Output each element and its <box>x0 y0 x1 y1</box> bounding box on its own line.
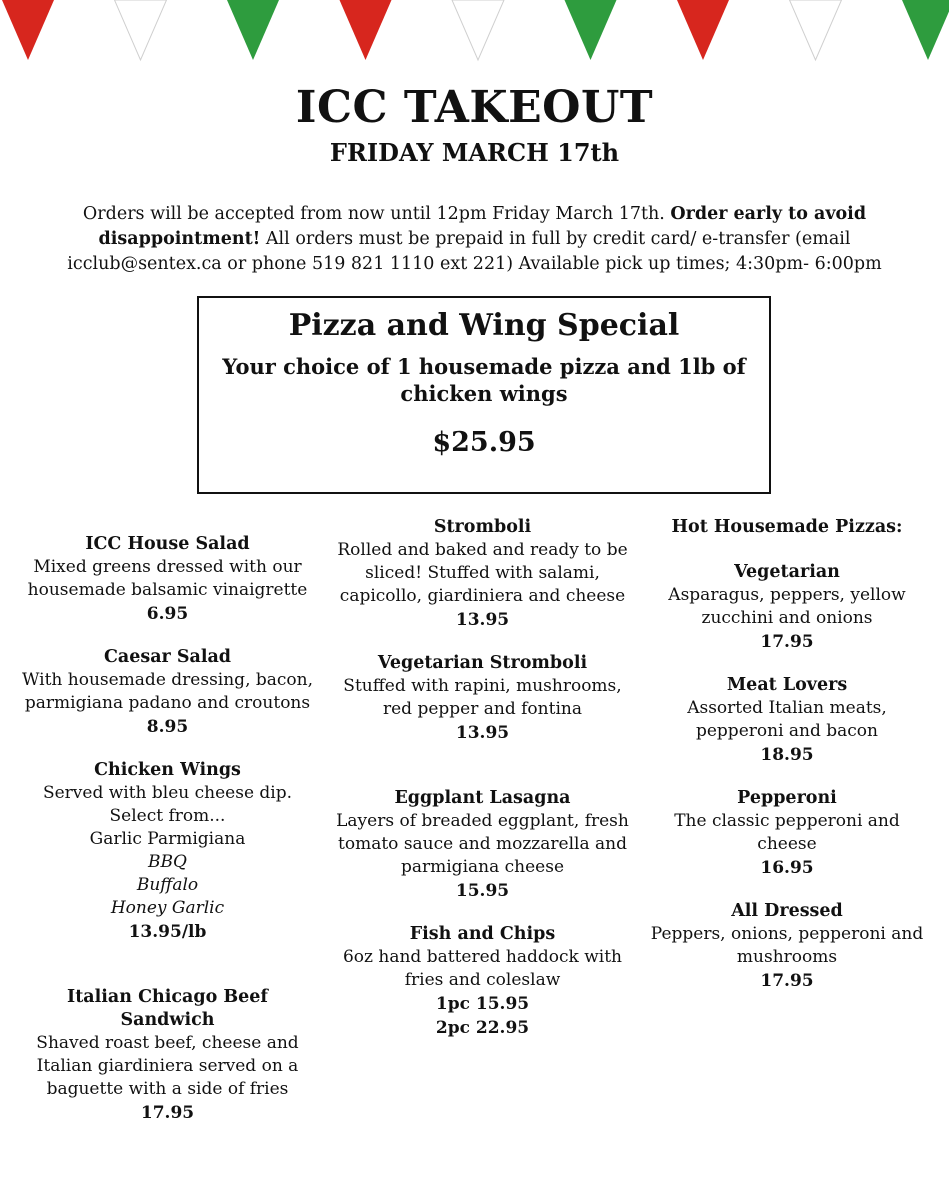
menu-item <box>330 787 635 903</box>
item-price-alt: 2pc 22.95 <box>435 1018 530 1038</box>
bunting-flag <box>565 0 617 60</box>
item-description: Rolled and baked and ready to be sliced! Stuffed with salami, capicollo, giardiniera and cheese <box>337 540 628 606</box>
menu-item <box>20 759 315 944</box>
item-description: The classic pepperoni and cheese <box>674 811 900 854</box>
item-price: 6.95 <box>146 604 189 624</box>
menu-item <box>642 674 932 767</box>
item-description: Mixed greens dressed with our housemade balsamic vinaigrette <box>27 557 308 600</box>
item-description: Layers of breaded eggplant, fresh tomato sauce and mozzarella and parmigiana cheese <box>336 811 629 877</box>
bunting-banner <box>0 0 949 70</box>
item-name: ICC House Salad <box>85 534 250 554</box>
menu-item <box>20 986 315 1125</box>
item-description: Assorted Italian meats, pepperoni and bacon <box>687 698 887 741</box>
item-description: Stuffed with rapini, mushrooms, red pepper and fontina <box>343 676 622 719</box>
item-description: Asparagus, peppers, yellow zucchini and onions <box>668 585 906 628</box>
menu-item <box>642 787 932 880</box>
item-name: Caesar Salad <box>103 647 232 667</box>
bunting-flag <box>340 0 392 60</box>
item-name: Eggplant Lasagna <box>394 788 571 808</box>
item-name: Meat Lovers <box>726 675 848 695</box>
special-price: $25.95 <box>432 427 536 458</box>
menu-item <box>330 516 635 632</box>
item-description: Shaved roast beef, cheese and Italian giardiniera served on a baguette with a side of fries <box>36 1033 299 1099</box>
pizza-section-heading: Hot Housemade Pizzas: <box>671 517 903 537</box>
item-name: Vegetarian Stromboli <box>377 653 588 673</box>
item-price: 17.95 <box>140 1103 195 1123</box>
special-offer-box <box>197 296 771 494</box>
menu-item <box>20 533 315 626</box>
bunting-flag <box>452 0 504 60</box>
bunting-flag <box>677 0 729 60</box>
menu-item <box>330 652 635 745</box>
item-name: Vegetarian <box>734 562 840 582</box>
special-title: Pizza and Wing Special <box>288 308 680 343</box>
item-name: Fish and Chips <box>409 924 556 944</box>
menu-column-right <box>642 516 932 1013</box>
item-name: All Dressed <box>731 901 843 921</box>
special-description: Your choice of 1 housemade pizza and 1lb of chicken wings <box>222 354 746 406</box>
item-description: Served with bleu cheese dip. <box>42 783 293 803</box>
menu-column-left <box>20 533 315 1145</box>
item-name: Pepperoni <box>737 788 837 808</box>
item-price: 13.95 <box>455 723 510 743</box>
bunting-flag <box>227 0 279 60</box>
bunting-flag <box>902 0 949 60</box>
menu-column-center <box>330 516 635 1060</box>
menu-item <box>20 646 315 739</box>
flavor-option: Honey Garlic <box>110 898 225 918</box>
bunting-flag <box>790 0 842 60</box>
instructions-text-cont: All orders must be prepaid in full by credit card/ e-transfer (email icclub@sentex.ca or phone 519 821 1110 ext 221) Available pick up times; 4:30pm- 6:00pm <box>67 229 882 274</box>
item-price: 18.95 <box>760 745 814 765</box>
item-name: Stromboli <box>433 517 532 537</box>
flavor-option: BBQ <box>148 852 187 872</box>
item-select-label: Select from... <box>109 806 226 826</box>
instructions-emphasis: Order early to avoid disappointment! <box>98 204 867 249</box>
menu-item <box>642 900 932 993</box>
flavor-option: Garlic Parmigiana <box>89 829 246 849</box>
item-description: With housemade dressing, bacon, parmigiana padano and croutons <box>21 670 314 713</box>
item-price: 13.95/lb <box>128 922 207 942</box>
item-name: Italian Chicago Beef Sandwich <box>67 987 268 1030</box>
item-name: Chicken Wings <box>94 760 241 780</box>
bunting-flag <box>2 0 54 60</box>
item-price: 15.95 <box>455 881 510 901</box>
item-price: 1pc 15.95 <box>435 994 530 1014</box>
page-title: ICC TAKEOUT <box>295 82 654 133</box>
item-description: Peppers, onions, pepperoni and mushrooms <box>650 924 924 967</box>
item-description: 6oz hand battered haddock with fries and coleslaw <box>342 947 623 990</box>
item-price: 17.95 <box>760 632 814 652</box>
instructions-text: Orders will be accepted from now until 12pm Friday March 17th. <box>82 204 671 224</box>
item-price: 16.95 <box>760 858 814 878</box>
item-price: 13.95 <box>455 610 510 630</box>
page-subtitle: FRIDAY MARCH 17th <box>329 138 620 167</box>
menu-item <box>330 923 635 1040</box>
item-price: 8.95 <box>146 717 189 737</box>
menu-item <box>642 561 932 654</box>
bunting-flag <box>115 0 167 60</box>
order-instructions <box>60 202 889 277</box>
flavor-option: Buffalo <box>136 875 199 895</box>
item-price: 17.95 <box>760 971 814 991</box>
